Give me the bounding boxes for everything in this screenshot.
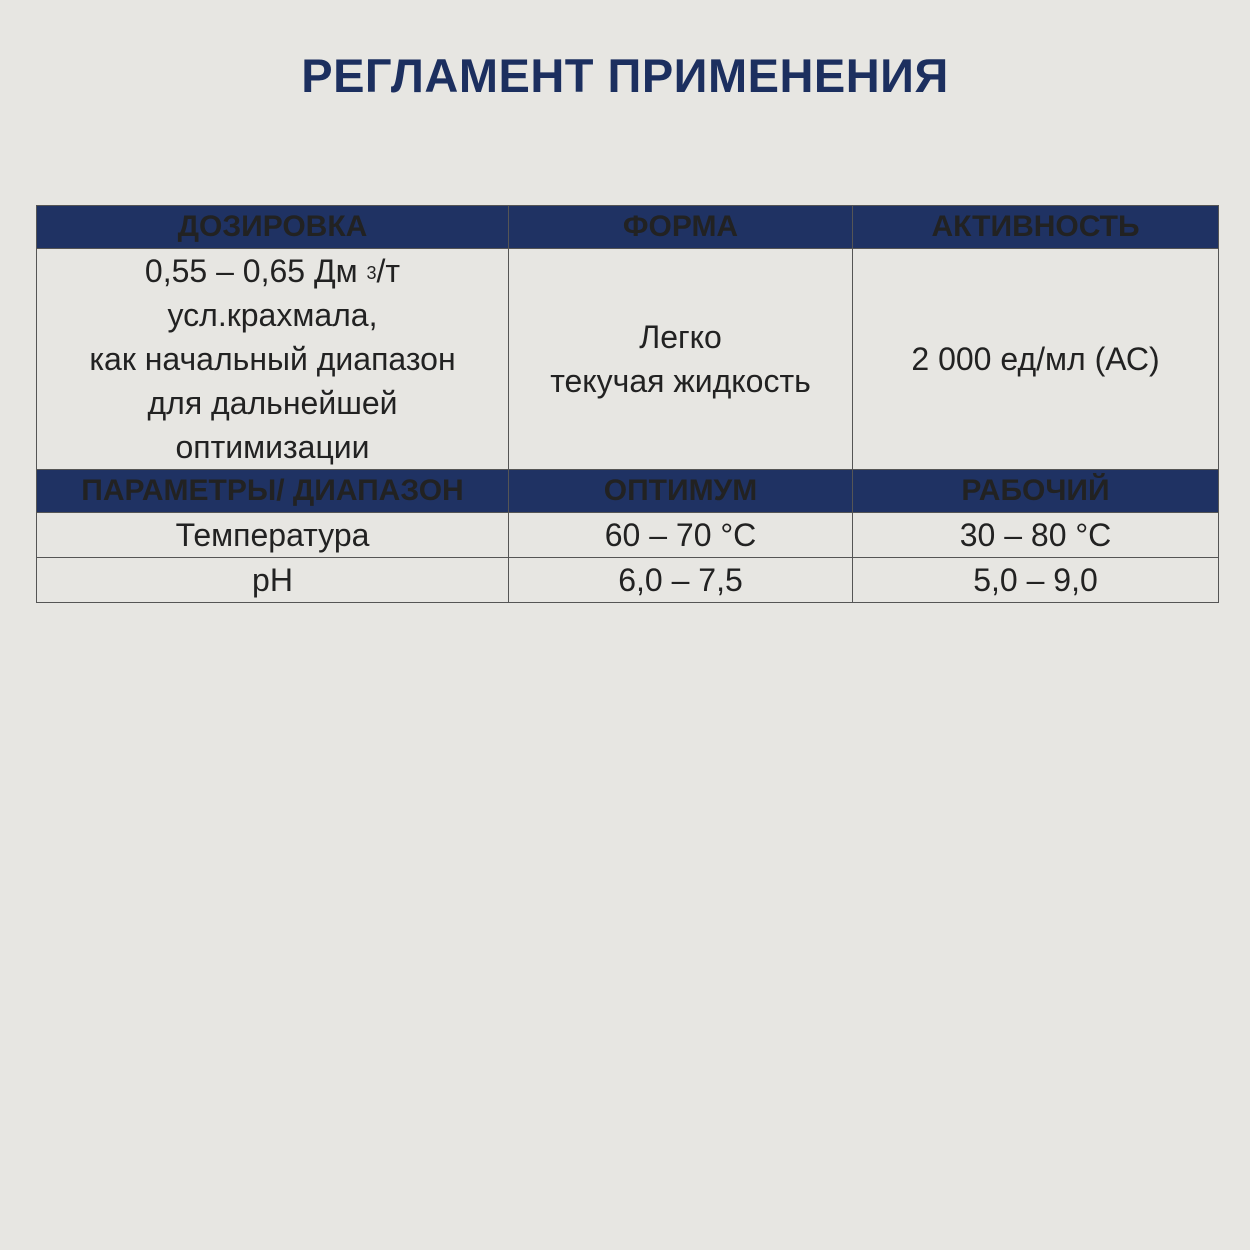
- table-row: [37, 513, 1219, 558]
- optimum-temperature: 60 – 70 °С: [509, 513, 853, 558]
- dosage-row: [37, 249, 1219, 470]
- header-optimum: ОПТИМУМ: [509, 470, 853, 513]
- dosage-line-2: усл.крахмала,: [167, 297, 378, 333]
- dosage-line-3: как начальный диапазон: [89, 341, 456, 377]
- table-row: [37, 558, 1219, 603]
- header-form: ФОРМА: [509, 206, 853, 249]
- header-row-1: [37, 206, 1219, 249]
- dosage-line-1: 0,55 – 0,65 Дм $^3$/т: [144, 253, 401, 289]
- dosage-line-4: для дальнейшей: [147, 385, 398, 421]
- superscript-3: 3: [366, 263, 377, 283]
- param-ph: pH: [37, 558, 509, 603]
- header-dosage: ДОЗИРОВКА: [37, 206, 509, 249]
- header-activity: АКТИВНОСТЬ: [853, 206, 1219, 249]
- working-ph: 5,0 – 9,0: [853, 558, 1219, 603]
- header-row-2: [37, 470, 1219, 513]
- dosage-line-5: оптимизации: [175, 429, 370, 465]
- working-temperature: 30 – 80 °С: [853, 513, 1219, 558]
- header-parameters: ПАРАМЕТРЫ/ ДИАПАЗОН: [37, 470, 509, 513]
- header-working: РАБОЧИЙ: [853, 470, 1219, 513]
- application-table: [36, 205, 1219, 603]
- form-line-2: текучая жидкость: [550, 363, 811, 399]
- activity-cell: 2 000 ед/мл (АС): [853, 249, 1219, 470]
- form-line-1: Легко: [639, 319, 722, 355]
- page-title: РЕГЛАМЕНТ ПРИМЕНЕНИЯ: [301, 49, 949, 102]
- dosage-cell: [37, 249, 509, 470]
- param-temperature: Температура: [37, 513, 509, 558]
- optimum-ph: 6,0 – 7,5: [509, 558, 853, 603]
- form-cell: [509, 249, 853, 470]
